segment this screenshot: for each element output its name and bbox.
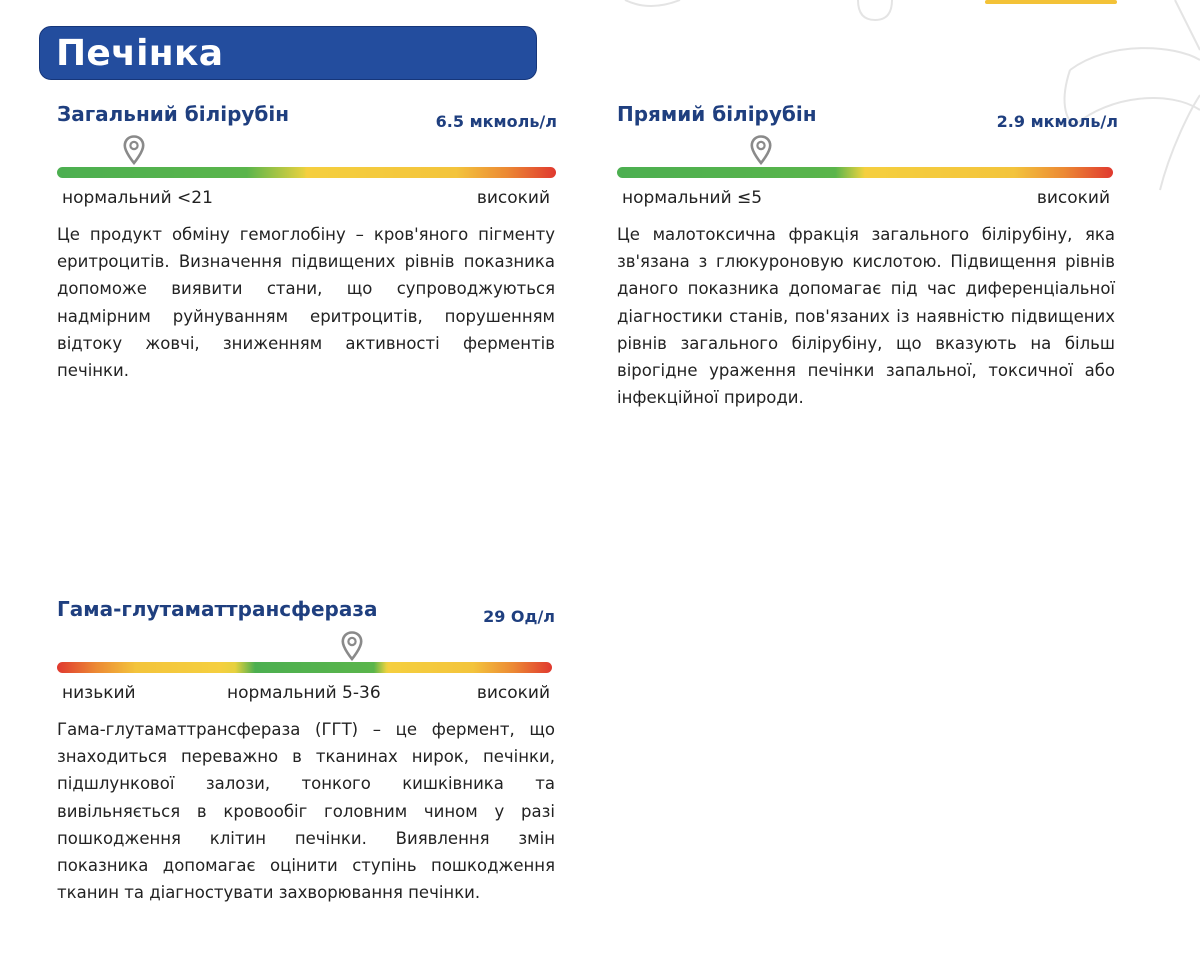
test-value: 6.5 мкмоль/л <box>435 112 557 131</box>
scale-label-normal: нормальний <21 <box>62 188 213 208</box>
range-scale-bar <box>57 662 552 673</box>
location-pin-icon <box>341 631 363 661</box>
test-value: 2.9 мкмоль/л <box>996 112 1118 131</box>
test-card-total-bilirubin <box>57 101 557 391</box>
test-description: Це продукт обміну гемоглобіну – кров'яного пігменту еритроцитів. Визначення підвищених рівнів показника допоможе виявити стани, що супроводжуються надмірним руйнуванням еритроцитів, порушенням відтоку жовчі, зниженням активності ферментів печінки. <box>57 225 555 381</box>
scale-label-normal: нормальний 5-36 <box>227 683 381 703</box>
location-pin-icon <box>750 135 772 165</box>
scale-label-high: високий <box>1036 188 1110 208</box>
scale-label-high: високий <box>476 188 550 208</box>
location-pin-icon <box>123 135 145 165</box>
test-value: 29 Од/л <box>483 607 555 626</box>
test-card-ggt <box>57 596 557 916</box>
test-description: Гама-глутаматтрансфераза (ГГТ) – це фермент, що знаходиться переважно в тканинах нирок, печінки, підшлункової залози, тонкого кишківника та вивільняється в кровообіг головним чином у разі пошкодження клітин печінки. Виявлення змін показника допомагає оцінити ступінь пошкодження тканин та діагностувати захворювання печінки. <box>57 720 555 903</box>
scale-label-low: низький <box>62 683 136 703</box>
range-scale-bar <box>57 167 556 178</box>
test-description: Це малотоксична фракція загального білірубіну, яка зв'язана з глюкуроновую кислотою. Підвищення рівнів даного показника допомагає під час диференціальної діагностики станів, пов'язаних із наявністю підвищених рівнів загального білірубіну, що вказують на більш вірогідне ураження печінки запальної, токсичної або інфекційної природи. <box>617 225 1115 408</box>
section-title: Печінка <box>39 26 537 80</box>
test-name: Гама-глутаматтрансфераза <box>57 597 378 621</box>
test-name: Загальний білірубін <box>57 102 290 126</box>
range-scale-bar <box>617 167 1113 178</box>
scale-label-high: високий <box>476 683 550 703</box>
scale-label-normal: нормальний ≤5 <box>622 188 763 208</box>
test-name: Прямий білірубін <box>617 102 817 126</box>
test-card-direct-bilirubin <box>617 101 1117 421</box>
